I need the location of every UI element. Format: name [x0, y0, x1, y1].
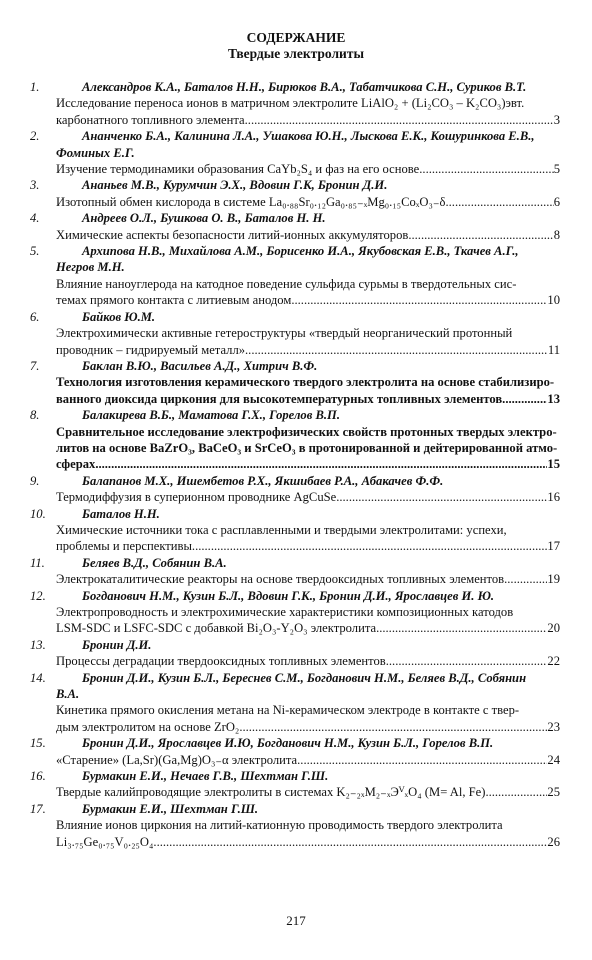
entry-page-number: 13: [547, 391, 560, 406]
page-number: 217: [286, 913, 306, 928]
entry-page-number: 20: [547, 621, 560, 636]
entry-title-line: Влияние ионов циркония на литий-катионную проводимость твердого электролита: [56, 818, 503, 833]
entry-title-last-line: [56, 620, 560, 636]
entry-page-number: 22: [547, 654, 560, 669]
entry-title-last-line: [56, 391, 560, 407]
entry-number: 13.: [30, 637, 46, 652]
entry-page-number: 3: [553, 112, 560, 127]
entry-authors: Бурмакин Е.И., Нечаев Г.В., Шехтман Г.Ш.: [82, 769, 329, 784]
entry-title-text: Li₃.₇₅Ge₀.₇₅V₀.₂₅O₄: [56, 834, 154, 849]
entry-page-number: 24: [547, 752, 560, 767]
entry-title-text: LSM-SDC и LSFC-SDC с добавкой Bi₂O₃-Y₂O₃ электролита: [56, 621, 377, 636]
entry-title-last-line: [56, 752, 560, 768]
entry-title-text: проблемы и перспективы: [56, 539, 192, 554]
entry-number: 10.: [30, 506, 46, 521]
toc-entry: [30, 637, 560, 670]
entry-number: 12.: [30, 588, 46, 603]
entry-number: 5.: [30, 244, 40, 259]
entry-title-line: Исследование переноса ионов в матричном электролите LiAlO₂ + (Li₂CO₃ – K₂CO₃)эвт.: [56, 96, 525, 111]
dot-leader: [336, 489, 547, 505]
entry-authors: Архипова Н.В., Михайлова А.М., Борисенко И.А., Якубовская Е.В., Ткачев А.Г.,: [82, 244, 519, 259]
entry-number: 1.: [30, 80, 40, 94]
toc-entry: [30, 588, 560, 637]
dot-leader: [245, 342, 548, 358]
entry-page-number: 11: [547, 342, 560, 357]
entry-title-last-line: [56, 489, 560, 505]
entry-number: 15.: [30, 736, 46, 751]
dot-leader: [504, 571, 547, 587]
entry-page-number: 26: [547, 834, 560, 849]
entry-number: 11.: [30, 555, 45, 570]
entry-title-text: Термодиффузия в суперионном проводнике AgCuSe: [56, 490, 337, 505]
entry-authors: Баклан В.Ю., Васильев А.Д., Хитрич В.Ф.: [82, 358, 318, 373]
entry-page-number: 5: [553, 162, 560, 177]
entry-title-line: Технология изготовления керамического твердого электролита на основе стабилизиро-: [56, 375, 555, 390]
entry-authors: Бронин Д.И., Кузин Б.Л., Береснев С.М., Богданович Н.М., Беляев В.Д., Собянин: [82, 670, 527, 685]
dot-leader: [386, 653, 548, 669]
entry-authors: Балакирева В.Б., Маматова Г.Х., Горелов В.П.: [82, 408, 340, 423]
entry-title-line: Влияние наноуглерода на катодное поведение сульфида сурьмы в твердотельных сис-: [56, 276, 517, 291]
dot-leader: [239, 719, 547, 735]
entry-title-last-line: [56, 112, 560, 128]
entry-title-text: Процессы деградации твердооксидных топливных элементов: [56, 654, 386, 669]
entry-number: 14.: [30, 670, 46, 685]
entry-title-text: «Старение» (La,Sr)(Ga,Mg)O₃₋α электролита: [56, 752, 298, 767]
entry-title-last-line: [56, 292, 560, 308]
entry-title-last-line: [56, 653, 560, 669]
toc-list: [30, 79, 560, 850]
entry-title-last-line: [56, 161, 560, 177]
toc-entry: [30, 473, 560, 506]
entry-number: 9.: [30, 473, 40, 488]
entry-title-text: Химические аспекты безопасности литий-ионных аккумуляторов: [56, 227, 409, 242]
entry-title-last-line: [56, 834, 560, 850]
toc-entry: [30, 735, 560, 768]
entry-authors: Байков Ю.М.: [82, 309, 156, 324]
entry-number: 16.: [30, 769, 46, 784]
toc-entry: [30, 407, 560, 473]
dot-leader: [192, 538, 547, 554]
entry-page-number: 15: [547, 457, 560, 472]
entry-title-line: Химические источники тока с расплавленными и твердыми электролитами: успехи,: [56, 522, 507, 537]
entry-title-line: Электрохимически активные гетероструктуры «твердый неорганический протонный: [56, 326, 513, 341]
entry-number: 7.: [30, 358, 40, 373]
toc-entry: [30, 177, 560, 210]
entry-title-line: Кинетика прямого окисления метана на Ni-керамическом электроде в контакте с твер-: [56, 703, 520, 718]
toc-entry: [30, 210, 560, 243]
entry-page-number: 8: [553, 227, 560, 242]
entry-title-last-line: [56, 194, 560, 210]
entry-page-number: 10: [547, 293, 560, 308]
entry-number: 8.: [30, 408, 40, 423]
entry-page-number: 16: [547, 490, 560, 505]
dot-leader: [376, 620, 547, 636]
entry-number: 2.: [30, 129, 40, 144]
entry-page-number: 25: [547, 785, 560, 800]
entry-title-text: Изучение термодинамики образования CaYb₂S₄ и фаз на его основе: [56, 162, 420, 177]
entry-title-last-line: [56, 456, 560, 472]
entry-title-text: проводник – гидрируемый металл»: [56, 342, 246, 357]
entry-authors: Балапанов М.Х., Ишембетов Р.Х., Якшибаев Р.А., Абакачев Ф.Ф.: [82, 473, 444, 488]
entry-number: 6.: [30, 309, 40, 324]
entry-title-text: темах прямого контакта с литиевым анодом: [56, 293, 292, 308]
entry-authors: Бурмакин Е.И., Шехтман Г.Ш.: [82, 801, 259, 816]
entry-authors: Бронин Д.И., Ярославцев И.Ю, Богданович Н.М., Кузин Б.Л., Горелов В.П.: [82, 736, 494, 751]
entry-title-line: Электропроводность и электрохимические характеристики композиционных катодов: [56, 605, 514, 619]
entry-title-last-line: [56, 342, 560, 358]
entry-title-text: дым электролитом на основе ZrO₂: [56, 719, 240, 734]
entry-title-text: Твердые калийпроводящие электролиты в системах K₂₋₂ₓM₂₋ₓЭⱽₓO₄ (M= Al, Fe): [56, 785, 486, 800]
entry-number: 4.: [30, 211, 40, 226]
dot-leader: [245, 112, 554, 128]
entry-title-text: ванного диоксида циркония для высокотемпературных топливных элементов: [56, 391, 503, 406]
entry-authors: Беляев В.Д., Собянин В.А.: [82, 555, 227, 570]
toc-entry: [30, 128, 560, 177]
dot-leader: [485, 784, 547, 800]
entry-number: 3.: [30, 178, 40, 193]
entry-authors: Ананьев М.В., Курумчин Э.Х., Вдовин Г.К, Бронин Д.И.: [82, 178, 388, 193]
toc-entry: [30, 243, 560, 309]
entry-authors: Фоминых Е.Г.: [56, 145, 135, 160]
dot-leader: [153, 834, 547, 850]
entry-page-number: 19: [547, 572, 560, 587]
toc-entry: [30, 801, 560, 850]
entry-page-number: 17: [547, 539, 560, 554]
entry-authors: Негров М.Н.: [56, 260, 125, 275]
dot-leader: [291, 292, 547, 308]
dot-leader: [408, 227, 553, 243]
entry-authors: В.А.: [56, 687, 80, 702]
entry-title-last-line: [56, 538, 560, 554]
toc-entry: [30, 506, 560, 555]
page-heading: СОДЕРЖАНИЕ: [246, 30, 346, 45]
dot-leader: [297, 752, 547, 768]
entry-title-last-line: [56, 571, 560, 587]
dot-leader: [419, 161, 553, 177]
toc-entry: [30, 555, 560, 588]
entry-page-number: 6: [553, 194, 560, 209]
dot-leader: [502, 391, 547, 407]
entry-title-last-line: [56, 227, 560, 243]
entry-title-line: Сравнительное исследование электрофизических свойств протонных твердых электро-: [56, 424, 557, 439]
entry-authors: Ананченко Б.А., Калинина Л.А., Ушакова Ю.Н., Лыскова Е.К., Кошуринкова Е.В.,: [82, 129, 535, 144]
entry-title-last-line: [56, 784, 560, 800]
dot-leader: [95, 456, 547, 472]
entry-title-line: литов на основе BaZrO₃, BaCeO₃ и SrCeO₃ в протонированной и дейтерированной атмо-: [56, 440, 558, 455]
section-title: Твердые электролиты: [227, 46, 364, 61]
entry-title-text: сферах: [56, 457, 96, 472]
dot-leader: [446, 194, 554, 210]
entry-title-text: Изотопный обмен кислорода в системе La₀.₈₈Sr₀.₁₂Ga₀.₈₅₋ₓMg₀.₁₅CoₓO₃₋δ: [56, 194, 446, 209]
entry-title-text: Электрокаталитические реакторы на основе твердооксидных топливных элементов: [56, 572, 505, 587]
entry-page-number: 23: [547, 719, 560, 734]
entry-authors: Бронин Д.И.: [82, 637, 152, 652]
entry-title-last-line: [56, 719, 560, 735]
toc-entry: [30, 768, 560, 801]
entry-authors: Баталов Н.Н.: [82, 506, 160, 521]
entry-number: 17.: [30, 801, 46, 816]
entry-title-text: карбонатного топливного элемента: [56, 112, 245, 127]
entry-authors: Андреев О.Л., Бушкова О. В., Баталов Н. Н.: [82, 211, 326, 226]
entry-authors: Александров К.А., Баталов Н.Н., Бирюков В.А., Табатчикова С.Н., Суриков В.Т.: [82, 80, 527, 94]
toc-entry: [30, 309, 560, 358]
toc-entry: [30, 358, 560, 407]
entry-authors: Богданович Н.М., Кузин Б.Л., Вдовин Г.К., Бронин Д.И., Ярославцев И. Ю.: [82, 588, 495, 603]
toc-entry: [30, 670, 560, 736]
toc-entry: [30, 79, 560, 128]
